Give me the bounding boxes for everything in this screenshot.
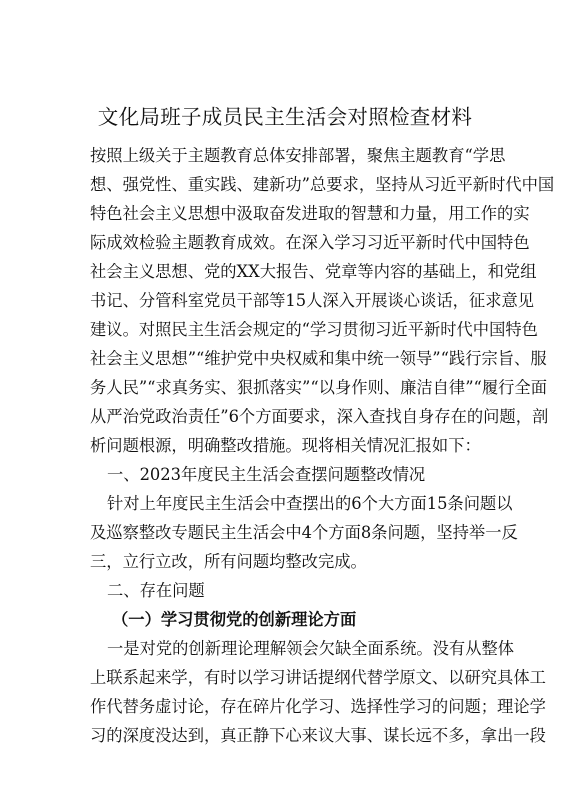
paragraph-line: 及巡察整改专题民主生活会中4个方面8条问题，坚持举一反 bbox=[90, 523, 518, 542]
paragraph-line: 从严治党政治责任”6个方面要求，深入查找自身存在的问题，剖 bbox=[90, 407, 549, 426]
section-heading: 一、2023年度民主生活会查摆问题整改情况 bbox=[107, 465, 426, 484]
paragraph-line: 建议。对照民主生活会规定的“学习贯彻习近平新时代中国特色 bbox=[90, 320, 538, 339]
paragraph-line: 按照上级关于主题教育总体安排部署，聚焦主题教育“学思 bbox=[90, 146, 506, 165]
paragraph-line: 书记、分管科室党员干部等15人深入开展谈心谈话，征求意见 bbox=[90, 291, 535, 310]
paragraph-line: 针对上年度民主生活会中查摆出的6个大方面15条问题以 bbox=[107, 494, 513, 513]
paragraph-line: 习的深度没达到，真正静下心来议大事、谋长远不多，拿出一段 bbox=[90, 726, 546, 745]
paragraph-line: 社会主义思想、党的XX大报告、党章等内容的基础上，和党组 bbox=[90, 262, 537, 281]
paragraph-line: 特色社会主义思想中汲取奋发进取的智慧和力量，用工作的实 bbox=[90, 204, 530, 223]
section-heading: 二、存在问题 bbox=[107, 581, 205, 600]
paragraph-line: 上联系起来学，有时以学习讲话提纲代替学原文、以研究具体工 bbox=[90, 668, 546, 687]
paragraph-line: 务人民”“求真务实、狠抓落实”“以身作则、廉洁自律”“履行全面 bbox=[90, 378, 547, 397]
paragraph-line: 析问题根源，明确整改措施。现将相关情况汇报如下： bbox=[90, 436, 481, 455]
paragraph-line: 三，立行立改，所有问题均整改完成。 bbox=[90, 552, 367, 571]
document-title: 文化局班子成员民主生活会对照检查材料 bbox=[97, 105, 473, 129]
paragraph-line: 际成效检验主题教育成效。在深入学习习近平新时代中国特色 bbox=[90, 233, 530, 252]
paragraph-line: 社会主义思想”“维护党中央权威和集中统一领导”“践行宗旨、服 bbox=[90, 349, 547, 368]
paragraph-line: 一是对党的创新理论理解领会欠缺全面系统。没有从整体 bbox=[107, 639, 515, 658]
paragraph-line: 想、强党性、重实践、建新功”总要求，坚持从习近平新时代中国 bbox=[90, 175, 555, 194]
subsection-heading: （一）学习贯彻党的创新理论方面 bbox=[112, 610, 357, 629]
paragraph-line: 作代替务虚讨论，存在碎片化学习、选择性学习的问题；理论学 bbox=[90, 697, 546, 716]
